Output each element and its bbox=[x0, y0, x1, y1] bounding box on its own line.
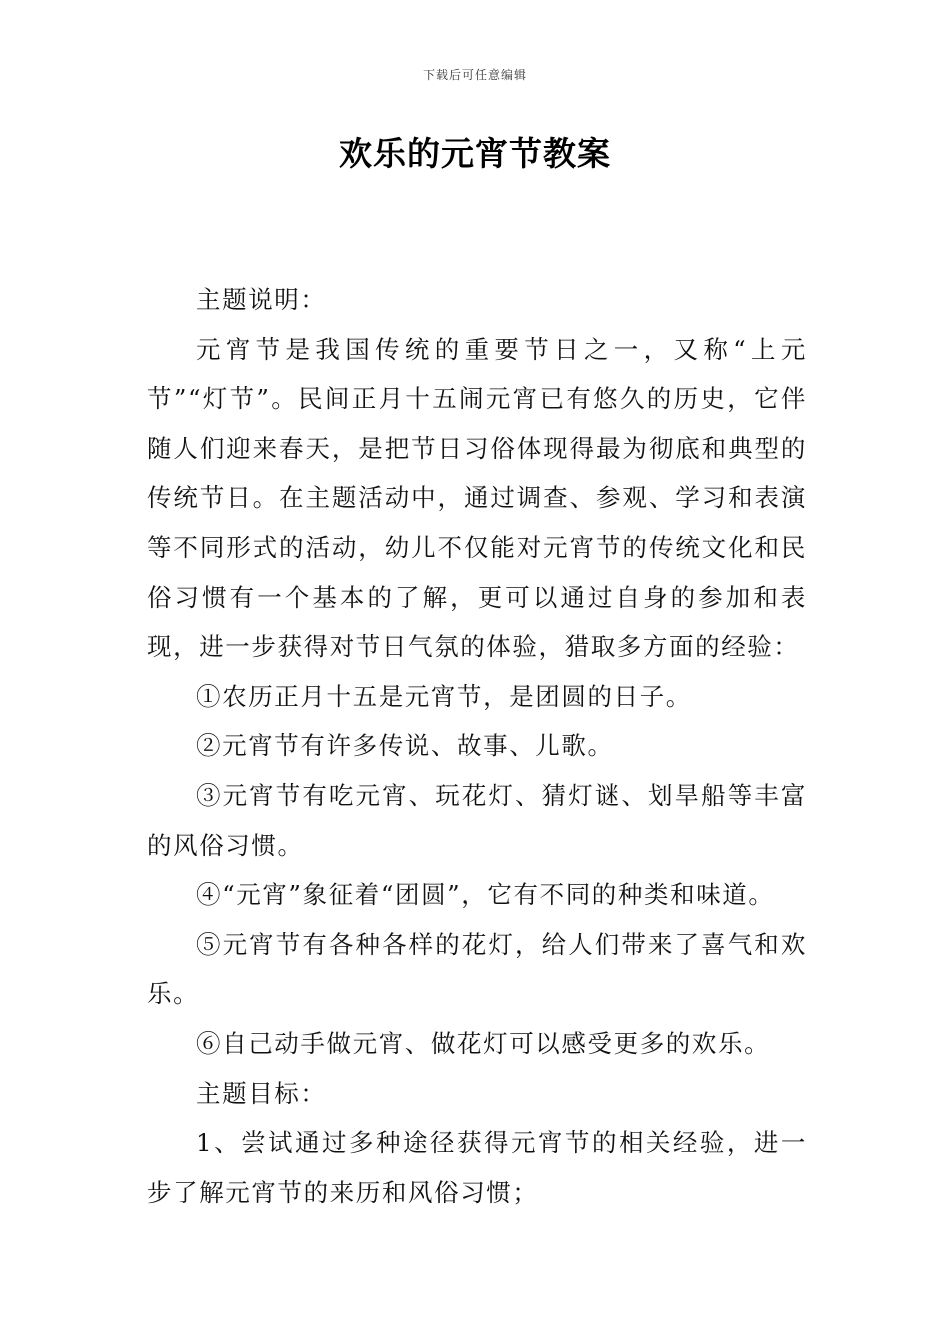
header-note: 下载后可任意编辑 bbox=[422, 68, 527, 82]
list-item-3: ③元宵节有吃元宵、玩花灯、猜灯谜、划旱船等丰富的风俗习惯。 bbox=[147, 780, 807, 860]
list-item-4: ④“元宵”象征着“团圆”，它有不同的种类和味道。 bbox=[196, 880, 775, 910]
list-item-5: ⑤元宵节有各种各样的花灯，给人们带来了喜气和欢乐。 bbox=[147, 929, 807, 1009]
document-title: 欢乐的元宵节教案 bbox=[339, 134, 611, 173]
list-item-2: ②元宵节有许多传说、故事、儿歌。 bbox=[196, 731, 614, 761]
document-body bbox=[147, 275, 807, 1217]
goal-item-1: 1、尝试通过多种途径获得元宵节的相关经验，进一步了解元宵节的来历和风俗习惯； bbox=[147, 1128, 807, 1207]
list-item-6: ⑥自己动手做元宵、做花灯可以感受更多的欢乐。 bbox=[196, 1028, 771, 1058]
paragraph-theme-heading: 主题说明： bbox=[196, 285, 327, 314]
paragraph-goals-heading: 主题目标： bbox=[196, 1078, 327, 1108]
paragraph-theme-description: 元宵节是我国传统的重要节日之一，又称“上元节”“灯节”。民间正月十五闹元宵已有悠久的历史，它伴随人们迎来春天，是把节日习俗体现得最为彻底和典型的传统节日。在主题活动中，通过调查、参观、学习和表演等不同形式的活动，幼儿不仅能对元宵节的传统文化和民俗习惯有一个基本的了解，更可以通过自身的参加和表现，进一步获得对节日气氛的体验，猎取多方面的经验： bbox=[147, 334, 807, 662]
list-item-1: ①农历正月十五是元宵节，是团圆的日子。 bbox=[196, 681, 692, 711]
